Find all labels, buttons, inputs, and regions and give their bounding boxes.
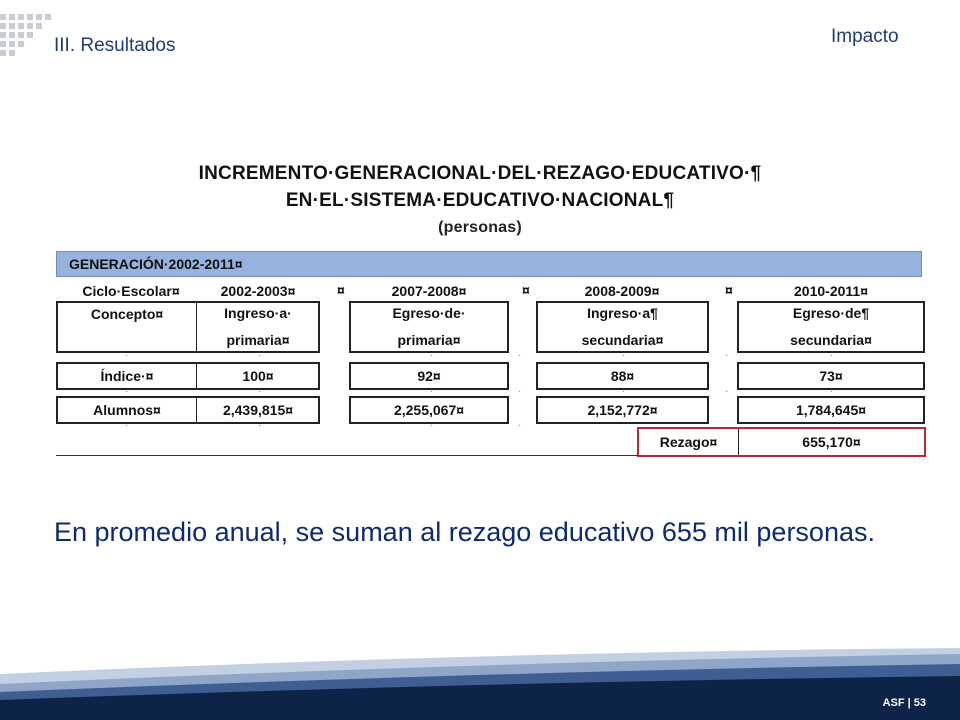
tick-mark: · [125,420,129,431]
tick-mark: · [258,386,262,397]
tick-mark: · [725,386,729,397]
tick-mark: · [830,386,834,397]
tick-mark: · [622,386,626,397]
students-2010-2011: 1,784,645¤ [795,401,867,418]
tick-mark: · [258,420,262,431]
students-2008-2009: 2,152,772¤ [587,401,658,418]
table-subtitle: (personas) [438,219,522,236]
corner-dots-decoration [0,14,56,66]
concept-2010-2011: Egreso·de¶ secundaria¤ [790,305,872,348]
tick-mark: · [430,386,434,397]
header-impact-label: Impacto [831,26,899,47]
concept-2008-2009: Ingreso·a¶ secundaria¤ [581,305,664,348]
table-bottom-rule [56,455,638,456]
lag-label: Rezago¤ [659,433,718,450]
concept-label: Concepto¤ [90,305,164,322]
page-number-label: ASF | 53 [882,697,926,709]
cycle-2002-2003: 2002-2003¤ [220,282,296,299]
tick-mark: · [518,420,522,431]
index-2007-2008: 92¤ [417,367,441,384]
tick-mark: · [622,350,626,361]
cycle-2007-2008: 2007-2008¤ [391,282,467,299]
index-2010-2011: 73¤ [819,367,843,384]
tick-mark: · [125,386,129,397]
students-2007-2008: 2,255,067¤ [393,401,465,418]
index-2008-2009: 88¤ [610,367,635,384]
students-2002-2003: 2,439,815¤ [222,401,294,418]
generation-label: GENERACIÓN·2002-2011¤ [69,256,243,272]
separator-mark: ¤ [337,282,345,298]
tick-mark: · [830,350,834,361]
cycle-label: Ciclo·Escolar¤ [82,282,180,299]
summary-text: En promedio anual, se suman al rezago educativo 655 mil personas. [54,517,875,547]
tick-mark: · [430,420,434,431]
generation-header-bar [56,251,922,277]
tick-mark: · [518,386,522,397]
tick-mark: · [125,350,129,361]
index-label: Índice·¤ [100,367,154,384]
tick-mark: · [725,350,729,361]
cycle-2008-2009: 2008-2009¤ [584,282,660,299]
table-title-line2: EN·EL·SISTEMA·EDUCATIVO·NACIONAL¶ [285,190,675,211]
lag-value: 655,170¤ [802,433,861,450]
index-2002-2003: 100¤ [242,367,274,384]
tick-mark: · [258,350,262,361]
concept-2002-2003: Ingreso·a· primaria¤ [224,305,292,348]
concept-2007-2008: Egreso·de· primaria¤ [392,305,466,348]
footer-wave-banner [0,648,960,720]
tick-mark: · [430,350,434,361]
separator-mark: ¤ [522,282,530,298]
separator-mark: ¤ [725,282,733,298]
cycle-2010-2011: 2010-2011¤ [794,282,868,299]
table-title-line1: INCREMENTO·GENERACIONAL·DEL·REZAGO·EDUCATIVO·¶ [198,163,762,184]
section-title: III. Resultados [54,35,176,56]
tick-mark: · [518,350,522,361]
students-label: Alumnos¤ [93,401,161,418]
